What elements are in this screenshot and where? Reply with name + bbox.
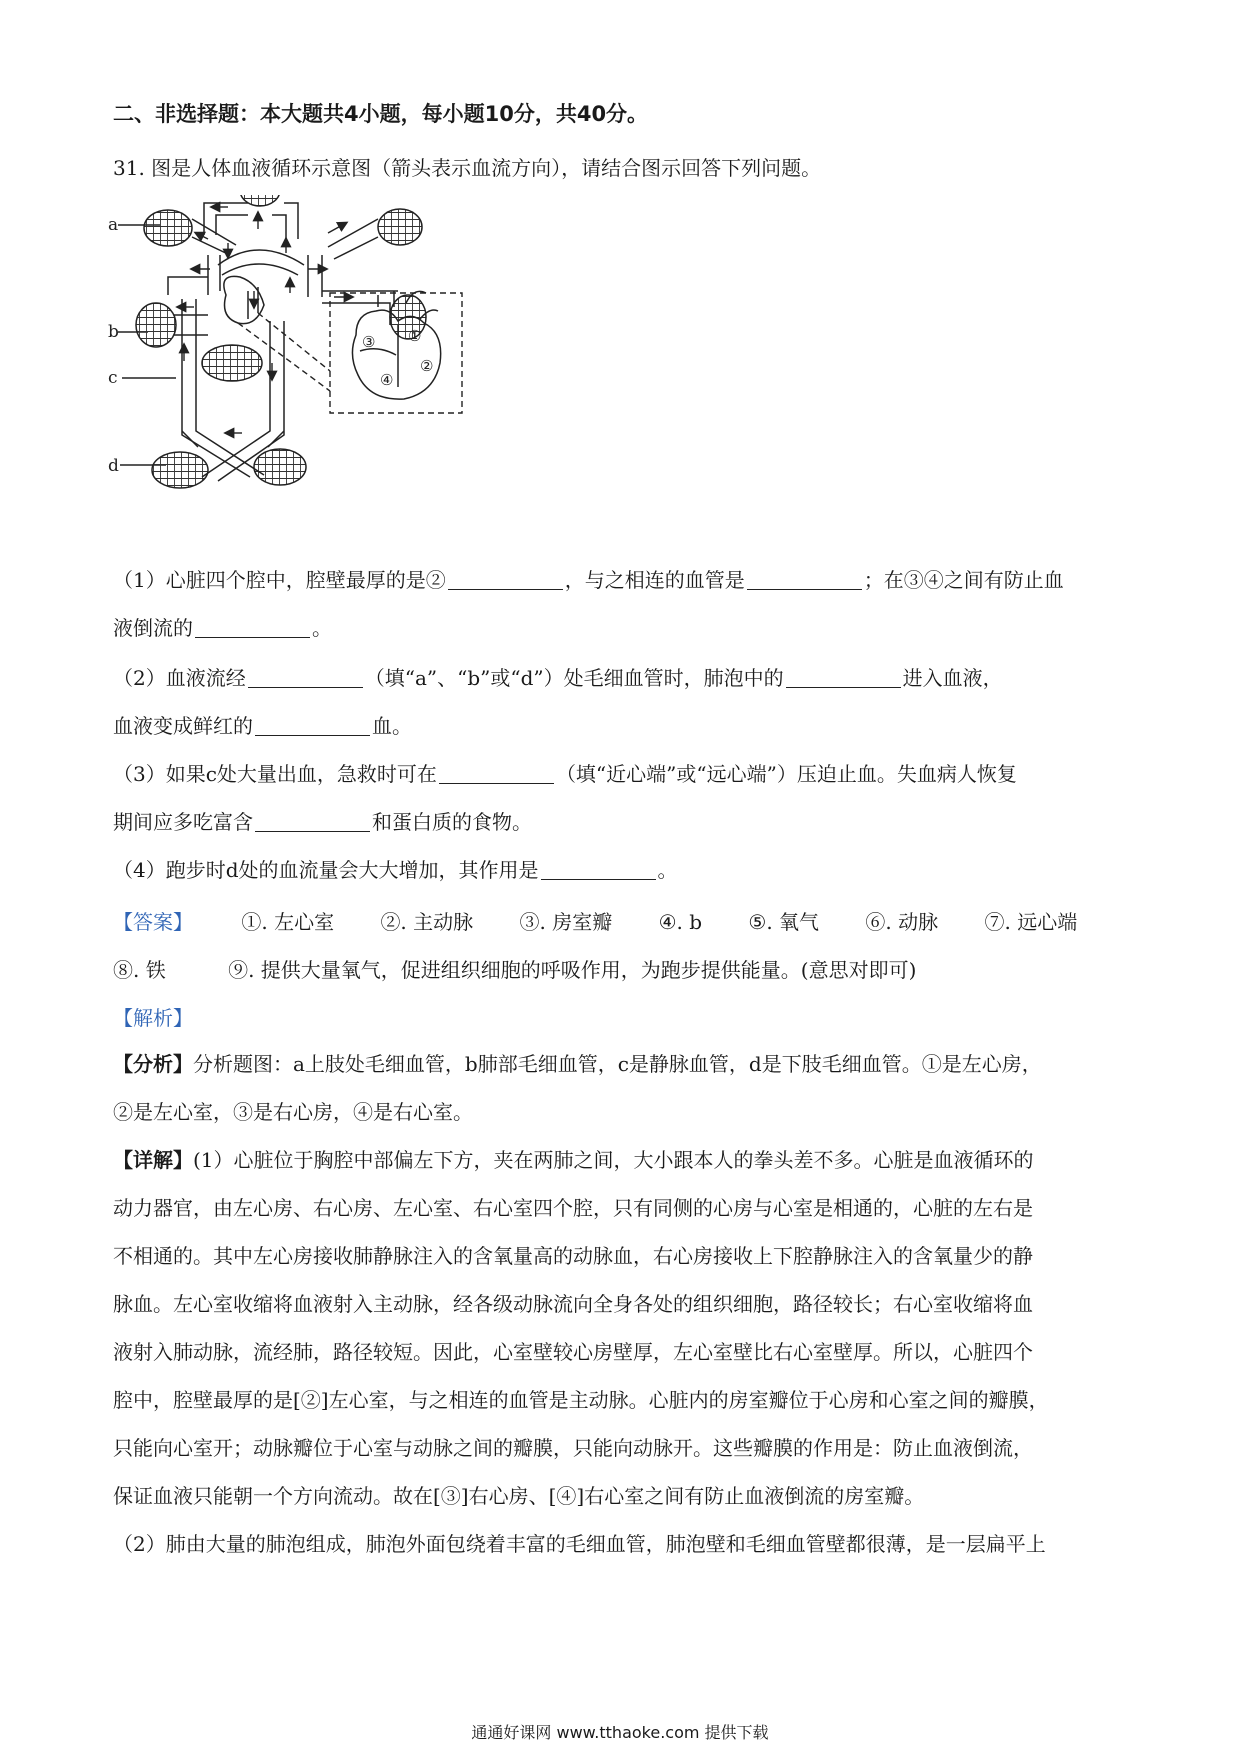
xiangjie-line-3: 不相通的。其中左心房接收肺静脉注入的含氧量高的动脉血，右心房接收上下腔静脉注入的含氧量少的静 <box>113 1244 1033 1268</box>
question-part-1 <box>113 556 1130 652</box>
fenxi-line-1: 分析题图：a上肢处毛细血管，b肺部毛细血管，c是静脉血管，d是下肢毛细血管。①是左心房， <box>193 1052 1042 1076</box>
answer-item-4: ④. b <box>658 910 703 934</box>
capillary-bed-a <box>144 210 192 246</box>
q3-text-1: （3）如果c处大量出血，急救时可在 <box>113 762 437 786</box>
q2-blank-2 <box>786 667 901 688</box>
answer-item-9: ⑨. 提供大量氧气，促进组织细胞的呼吸作用，为跑步提供能量。(意思对即可) <box>228 958 917 982</box>
head-capillary-bed <box>240 195 280 206</box>
q3-text-2: （填“近心端”或“远心端”）压迫止血。失血病人恢复 <box>555 762 1017 786</box>
label-d: d <box>108 456 119 476</box>
q4-blank-1 <box>541 859 656 880</box>
q2-text-3: 进入血液， <box>902 666 1003 690</box>
question-part-3 <box>113 750 1130 846</box>
label-c: c <box>108 368 118 388</box>
answer-item-3: ③. 房室瓣 <box>519 910 613 934</box>
answer-label: 【答案】 <box>113 910 193 934</box>
fenxi-label: 【分析】 <box>113 1052 193 1076</box>
label-chamber-4: ④ <box>380 371 394 389</box>
q4-text-2: 。 <box>657 858 678 882</box>
q1-text-3: ；在③④之间有防止血 <box>863 568 1064 592</box>
label-b: b <box>108 322 119 342</box>
question-part-4 <box>113 846 1130 894</box>
capillary-bed-d <box>152 452 208 488</box>
answer-item-6: ⑥. 动脉 <box>865 910 939 934</box>
fenxi-line-2: ②是左心室，③是右心房，④是右心室。 <box>113 1100 473 1124</box>
capillary-bed-abdomen <box>202 345 262 381</box>
answer-item-8: ⑧. 铁 <box>113 958 166 982</box>
label-chamber-2: ② <box>420 357 434 375</box>
q3-blank-2 <box>255 811 370 832</box>
q4-text-1: （4）跑步时d处的血流量会大大增加，其作用是 <box>113 858 539 882</box>
xiangjie-line-2: 动力器官，由左心房、右心房、左心室、右心室四个腔，只有同侧的心房与心室是相通的，心脏的左右是 <box>113 1196 1033 1220</box>
q3-blank-1 <box>439 763 554 784</box>
capillary-bed-right-arm <box>378 209 422 245</box>
page-footer: 通通好课网 www.tthaoke.com 提供下载 <box>471 1723 769 1742</box>
xiangjie-line-4: 脉血。左心室收缩将血液射入主动脉，经各级动脉流向全身各处的组织细胞，路径较长；右心室收缩将血 <box>113 1292 1033 1316</box>
blood-circulation-diagram <box>108 195 528 555</box>
xiangjie-line-9: （2）肺由大量的肺泡组成，肺泡外面包绕着丰富的毛细血管，肺泡壁和毛细血管壁都很薄，是一层扁平上 <box>113 1532 1046 1556</box>
capillary-bed-right-leg <box>254 449 306 485</box>
q2-text-2: （填“a”、“b”或“d”）处毛细血管时，肺泡中的 <box>364 666 784 690</box>
label-chamber-3: ③ <box>362 333 376 351</box>
xiangjie-line-8: 保证血液只能朝一个方向流动。故在[③]右心房、[④]右心室之间有防止血液倒流的房室瓣。 <box>113 1484 925 1508</box>
xiangjie-line-1: (1）心脏位于胸腔中部偏左下方，夹在两肺之间，大小跟本人的拳头差不多。心脏是血液循环的 <box>193 1148 1034 1172</box>
label-a: a <box>108 215 119 235</box>
xiangjie-line-5: 液射入肺动脉，流经肺，路径较短。因此，心室壁较心房壁厚，左心室壁比右心室壁厚。所以，心脏四个 <box>113 1340 1033 1364</box>
q2-blank-1 <box>248 667 363 688</box>
answer-item-7: ⑦. 远心端 <box>984 910 1078 934</box>
answer-item-1: ①. 左心室 <box>241 910 335 934</box>
question-intro: 31. 图是人体血液循环示意图（箭头表示血流方向），请结合图示回答下列问题。 <box>113 156 822 180</box>
answer-row-2 <box>113 954 916 983</box>
q2-text-5: 血。 <box>372 714 412 738</box>
q1-blank-1 <box>448 569 563 590</box>
answer-item-2: ②. 主动脉 <box>380 910 474 934</box>
q3-text-3: 期间应多吃富含 <box>113 810 253 834</box>
q3-text-4: 和蛋白质的食物。 <box>372 810 532 834</box>
capillary-bed-b <box>136 303 176 347</box>
answer-row-1 <box>113 906 1077 935</box>
q1-text-4: 液倒流的 <box>113 616 193 640</box>
analysis-xiangjie <box>113 1136 1130 1568</box>
label-chamber-1: ① <box>408 327 422 345</box>
analysis-label: 【解析】 <box>113 1006 193 1030</box>
q2-text-1: （2）血液流经 <box>113 666 246 690</box>
q1-text-5: 。 <box>312 616 332 640</box>
q1-blank-3 <box>195 617 310 638</box>
xiangjie-label: 【详解】 <box>113 1148 193 1172</box>
section-title: 二、非选择题：本大题共4小题，每小题10分，共40分。 <box>113 102 649 126</box>
flow-arrows <box>178 207 352 433</box>
xiangjie-line-7: 只能向心室开；动脉瓣位于心室与动脉之间的瓣膜，只能向动脉开。这些瓣膜的作用是：防止血液倒流， <box>113 1436 1033 1460</box>
q1-text-2: ，与之相连的血管是 <box>564 568 745 592</box>
xiangjie-line-6: 腔中，腔壁最厚的是[②]左心室，与之相连的血管是主动脉。心脏内的房室瓣位于心房和心室之间的瓣膜， <box>113 1388 1049 1412</box>
question-part-2 <box>113 654 1130 750</box>
answer-item-5: ⑤. 氧气 <box>748 910 820 934</box>
analysis-fenxi <box>113 1040 1130 1136</box>
q1-text-1: （1）心脏四个腔中，腔壁最厚的是② <box>113 568 446 592</box>
q1-blank-2 <box>747 569 862 590</box>
q2-text-4: 血液变成鲜红的 <box>113 714 253 738</box>
q2-blank-3 <box>255 715 370 736</box>
